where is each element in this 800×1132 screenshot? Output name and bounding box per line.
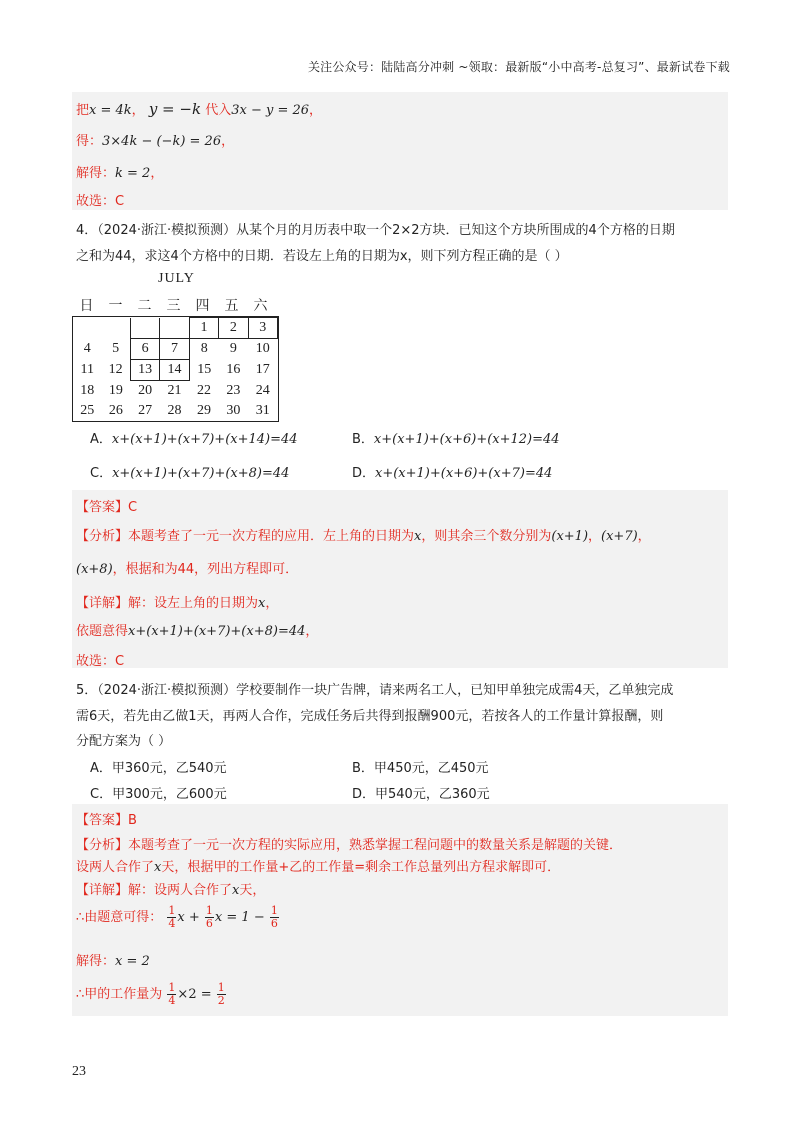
- fraction: $\frac{1}{4}$: [168, 904, 176, 930]
- weekday: 日: [79, 299, 94, 314]
- day-cell: 25: [80, 403, 95, 418]
- q5-option-a[interactable]: A．甲360元，乙540元: [90, 761, 227, 776]
- day-cell: 8: [200, 341, 208, 357]
- q5-analysis-line-2: 设两人合作了x天，根据甲的工作量+乙的工作量=剩余工作总量列出方程求解即可．: [76, 860, 561, 875]
- calendar-title: JULY: [158, 271, 195, 286]
- q5-equation-1: ∴由题意可得： $\frac{1}{4}$ x + $\frac{1}{6}$ x = 1 − $\frac{1}{6}$: [76, 904, 278, 930]
- q4-analysis-line-1: 【分析】本题考查了一元一次方程的应用．左上角的日期为x，则其余三个数分别为(x+1)，(x+7)，: [76, 529, 651, 544]
- calendar-weekday-row: [72, 295, 275, 315]
- weekday: 二: [137, 299, 152, 314]
- day-cell-highlight: 6: [130, 339, 159, 360]
- q4-stem-line-2: 之和为44，求这4个方格中的日期．若设左上角的日期为x，则下列方程正确的是（ ）: [76, 249, 568, 264]
- day-cell: [130, 318, 159, 339]
- day-cell: 26: [108, 403, 123, 418]
- prev-line-1: 把x = 4k， y = −k 代入3x − y = 26，: [76, 100, 323, 118]
- q5-option-b[interactable]: B．甲450元，乙450元: [352, 761, 489, 776]
- day-cell: 15: [197, 362, 212, 377]
- page-header: 关注公众号：陆陆高分冲刺 ~领取：最新版“小中高考-总复习”、最新试卷下载: [307, 60, 730, 74]
- q4-solution-block: [72, 490, 728, 668]
- q4-option-b[interactable]: B．x+(x+1)+(x+6)+(x+12)=44: [352, 432, 560, 447]
- day-cell-highlight: 13: [130, 360, 159, 381]
- day-cell: 4: [83, 341, 91, 356]
- q4-answer: 【答案】C: [76, 500, 138, 515]
- fraction: $\frac{1}{6}$: [270, 904, 278, 930]
- q5-analysis-line-1: 【分析】本题考查了一元一次方程的实际应用，熟悉掌握工程问题中的数量关系是解题的关键．: [76, 838, 623, 853]
- q5-stem-line-2: 需6天，若先由乙做1天，再两人合作，完成任务后共得到报酬900元，若按各人的工作量计算报酬，则: [76, 709, 664, 724]
- q5-option-d[interactable]: D．甲540元，乙360元: [352, 787, 490, 802]
- day-cell: 22: [196, 382, 211, 398]
- weekday: 五: [224, 299, 239, 314]
- day-cell: 10: [255, 341, 270, 357]
- q4-analysis-line-2: (x+8)，根据和为44，列出方程即可．: [76, 562, 299, 577]
- weekday: 一: [108, 299, 123, 314]
- q4-option-a[interactable]: A．x+(x+1)+(x+7)+(x+14)=44: [90, 432, 298, 447]
- prev-choice: 故选：C: [76, 194, 125, 209]
- q5-detail: 【详解】解：设两人合作了x天，: [76, 883, 266, 898]
- q4-option-c[interactable]: C．x+(x+1)+(x+7)+(x+8)=44: [90, 466, 290, 481]
- q4-stem-line-1: 4．（2024·浙江·模拟预测）从某个月的月历表中取一个2×2方块．已知这个方块所围成的4个方格的日期: [76, 223, 675, 238]
- q5-stem-line-1: 5．（2024·浙江·模拟预测）学校要制作一块广告牌，请来两名工人，已知甲单独完成需4天，乙单独完成: [76, 683, 674, 698]
- calendar-days: [73, 317, 278, 421]
- day-cell: 18: [80, 382, 95, 398]
- page-number: 23: [72, 1064, 86, 1079]
- day-cell-highlight: 14: [160, 360, 189, 381]
- day-cell: 24: [255, 382, 270, 398]
- day-cell: 30: [226, 403, 241, 418]
- prev-line-2: 得：3×4k − (−k) = 26，: [76, 134, 235, 149]
- day-cell: 1: [189, 318, 218, 339]
- day-cell: [73, 318, 101, 339]
- weekday: 三: [166, 299, 181, 314]
- fraction: $\frac{1}{4}$: [168, 981, 176, 1007]
- calendar-table: [72, 295, 275, 315]
- day-cell: 28: [167, 403, 182, 418]
- q5-equation-3: ∴甲的工作量为 $\frac{1}{4}$ ×2 = $\frac{1}{2}$: [76, 981, 225, 1007]
- day-cell: 11: [80, 362, 94, 377]
- day-cell: [101, 318, 130, 339]
- day-cell: 21: [167, 383, 182, 398]
- q4-choice: 故选：C: [76, 654, 125, 669]
- day-cell: 5: [112, 341, 120, 356]
- fraction: $\frac{1}{2}$: [217, 981, 225, 1007]
- q4-equation: 依题意得x+(x+1)+(x+7)+(x+8)=44，: [76, 624, 319, 639]
- weekday: 四: [195, 299, 210, 314]
- day-cell: 9: [229, 341, 237, 357]
- day-cell: 19: [108, 382, 123, 398]
- day-cell: [160, 318, 189, 339]
- day-cell: 27: [138, 403, 153, 418]
- q5-equation-2: 解得：x = 2: [76, 954, 150, 969]
- day-cell: 17: [255, 362, 270, 377]
- day-cell: 2: [219, 318, 248, 339]
- day-cell: 23: [226, 382, 241, 398]
- prev-line-3: 解得：k = 2，: [76, 166, 164, 181]
- day-cell: 20: [138, 383, 153, 398]
- weekday: 六: [253, 299, 268, 314]
- day-cell: 29: [196, 403, 211, 418]
- day-cell: 31: [255, 403, 270, 418]
- q5-option-c[interactable]: C．甲300元，乙600元: [90, 787, 227, 802]
- fraction: $\frac{1}{6}$: [205, 904, 213, 930]
- q5-answer: 【答案】B: [76, 813, 137, 828]
- q4-option-d[interactable]: D．x+(x+1)+(x+6)+(x+7)=44: [352, 466, 553, 481]
- day-cell-highlight: 7: [160, 339, 189, 360]
- day-cell: 3: [248, 318, 277, 339]
- q4-detail: 【详解】解：设左上角的日期为x，: [76, 596, 279, 611]
- q5-stem-line-3: 分配方案为（ ）: [76, 734, 172, 749]
- calendar: [72, 295, 279, 422]
- day-cell: 16: [226, 362, 241, 377]
- day-cell: 12: [108, 362, 123, 377]
